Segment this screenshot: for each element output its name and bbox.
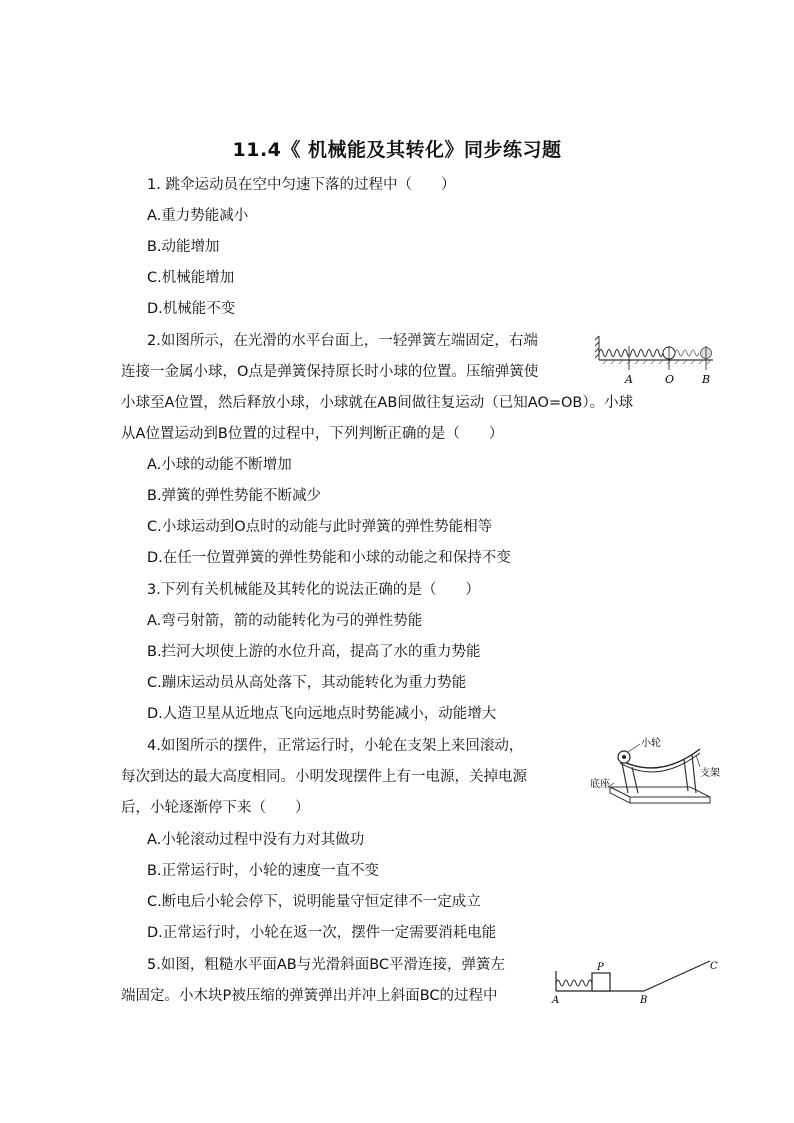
q2-spring-figure	[595, 330, 725, 388]
q4-ornament-figure	[588, 735, 728, 815]
q4-stem-line-1: 4.如图所示的摆件，正常运行时，小轮在支架上来回滚动，	[147, 738, 524, 754]
label-a: A	[552, 995, 560, 1006]
q3-stem: 3.下列有关机械能及其转化的说法正确的是（ ）	[147, 582, 480, 598]
q5-stem-line-2: 端固定。小木块P被压缩的弹簧弹出并冲上斜面BC的过程中	[121, 988, 498, 1004]
q3-option-d: D.人造卫星从近地点飞向远地点时势能减小，动能增大	[147, 706, 497, 722]
q2-stem-line-3: 小球至A位置，然后释放小球，小球就在AB间做往复运动（已知AO=OB）。小球	[121, 395, 634, 411]
q2-option-b: B.弹簧的弹性势能不断减少	[147, 488, 322, 504]
q4-option-b: B.正常运行时，小轮的速度一直不变	[147, 863, 380, 879]
label-b: B	[640, 995, 648, 1006]
q3-option-c: C.蹦床运动员从高处落下，其动能转化为重力势能	[147, 675, 467, 691]
q2-stem-line-2: 连接一金属小球，O点是弹簧保持原长时小球的位置。压缩弹簧使	[121, 364, 539, 380]
q5-stem-line-1: 5.如图，粗糙水平面AB与光滑斜面BC平滑连接，弹簧左	[147, 957, 506, 973]
label-base: 底座	[590, 779, 610, 790]
label-stand: 支架	[700, 768, 720, 779]
q2-stem-line-1: 2.如图所示，在光滑的水平台面上，一轻弹簧左端固定，右端	[147, 333, 538, 349]
label-b: B	[702, 373, 711, 386]
q2-option-d: D.在任一位置弹簧的弹性势能和小球的动能之和保持不变	[147, 550, 511, 566]
q3-option-b: B.拦河大坝使上游的水位升高，提高了水的重力势能	[147, 644, 481, 660]
wall-hatch	[595, 336, 599, 360]
q2-option-c: C.小球运动到O点时的动能与此时弹簧的弹性势能相等	[147, 519, 493, 535]
q2-stem-line-4: 从A位置运动到B位置的过程中，下列判断正确的是（ ）	[121, 426, 504, 442]
block-p	[592, 973, 610, 991]
q4-stem-line-2: 每次到达的最大高度相同。小明发现摆件上有一电源，关掉电源	[121, 769, 527, 785]
spring	[599, 350, 663, 357]
label-o: O	[665, 373, 675, 386]
spring	[556, 980, 592, 986]
q1-stem: 1. 跳伞运动员在空中匀速下落的过程中（ ）	[147, 177, 456, 193]
page-title: 11.4《 机械能及其转化》同步练习题	[232, 139, 562, 161]
q1-option-d: D.机械能不变	[147, 301, 236, 317]
label-a: A	[625, 373, 633, 386]
q4-stem-line-3: 后，小轮逐渐停下来（ ）	[121, 800, 310, 816]
base-front	[630, 797, 710, 803]
q4-option-c: C.断电后小轮会停下，说明能量守恒定律不一定成立	[147, 894, 481, 910]
q4-option-d: D.正常运行时，小轮在返一次，摆件一定需要消耗电能	[147, 925, 497, 941]
label-c: C	[710, 961, 718, 972]
incline-bc	[644, 961, 710, 991]
q5-incline-figure	[550, 955, 725, 1007]
q1-option-a: A.重力势能减小	[147, 208, 249, 224]
label-wheel: 小轮	[641, 738, 661, 749]
q1-option-c: C.机械能增加	[147, 270, 235, 286]
q4-option-a: A.小轮滚动过程中没有力对其做功	[147, 832, 365, 848]
q1-option-b: B.动能增加	[147, 239, 220, 255]
q3-option-a: A.弯弓射箭，箭的动能转化为弓的弹性势能	[147, 613, 423, 629]
table-hatch	[603, 360, 711, 364]
label-p: P	[597, 962, 604, 973]
q2-option-a: A.小球的动能不断增加	[147, 457, 292, 473]
